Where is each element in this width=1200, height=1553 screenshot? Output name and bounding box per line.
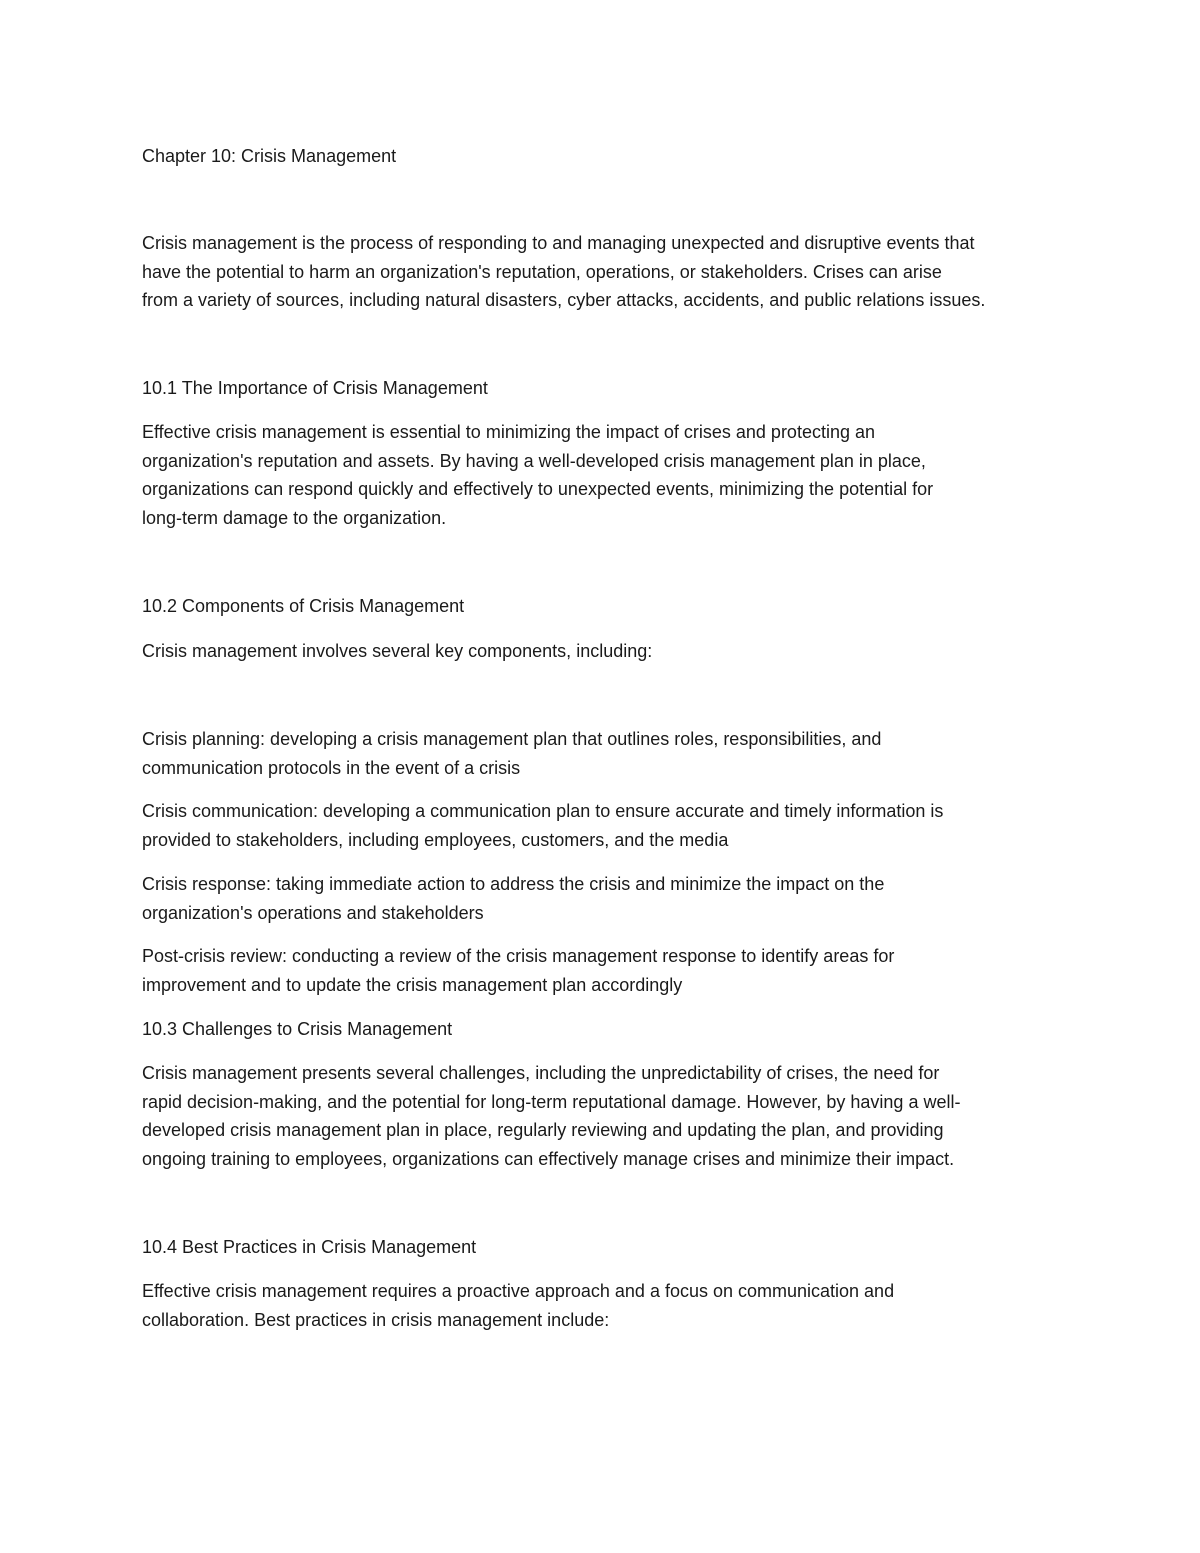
section-1-heading-text: 10.1 The Importance of Crisis Management <box>142 378 488 398</box>
section-4-paragraph <box>142 1277 1072 1334</box>
section-3-paragraph <box>142 1059 1072 1173</box>
component-item-crisis-communication <box>142 797 1072 854</box>
section-3-line: Crisis management presents several challenges, including the unpredictability of crises, the need for <box>142 1063 940 1083</box>
component-line: communication protocols in the event of a crisis <box>142 757 521 778</box>
section-4-heading-text: 10.4 Best Practices in Crisis Management <box>142 1237 477 1257</box>
intro-line: from a variety of sources, including natural disasters, cyber attacks, accidents, and public relations issues. <box>142 290 986 310</box>
component-line: provided to stakeholders, including employees, customers, and the media <box>142 829 729 850</box>
intro-paragraph <box>142 229 1072 315</box>
section-3-heading-text: 10.3 Challenges to Crisis Management <box>142 1019 453 1039</box>
section-4-line: collaboration. Best practices in crisis management include: <box>142 1309 610 1330</box>
component-line: Crisis response: taking immediate action to address the crisis and minimize the impact on the <box>142 874 885 894</box>
intro-line: have the potential to harm an organization's reputation, operations, or stakeholders. Crises can arise <box>142 261 942 282</box>
section-1-line: organization's reputation and assets. By having a well-developed crisis management plan in place, <box>142 450 926 471</box>
section-2-heading-text: 10.2 Components of Crisis Management <box>142 596 465 616</box>
component-item-crisis-planning <box>142 725 1072 782</box>
intro-line: Crisis management is the process of responding to and managing unexpected and disruptive events that <box>142 233 975 253</box>
component-line: Crisis planning: developing a crisis management plan that outlines roles, responsibilities, and <box>142 729 882 749</box>
component-line: organization's operations and stakeholders <box>142 902 484 923</box>
section-4-line: Effective crisis management requires a proactive approach and a focus on communication and <box>142 1281 895 1301</box>
section-1-paragraph <box>142 418 1072 532</box>
component-item-crisis-response <box>142 870 1072 927</box>
section-1-line: long-term damage to the organization. <box>142 507 447 528</box>
component-item-post-crisis-review <box>142 942 1072 999</box>
component-line: Post-crisis review: conducting a review of the crisis management response to identify areas for <box>142 946 895 966</box>
section-2-intro-text: Crisis management involves several key components, including: <box>142 641 653 661</box>
section-3-line: ongoing training to employees, organizations can effectively manage crises and minimize their impact. <box>142 1148 955 1169</box>
section-2-intro <box>142 637 1072 666</box>
section-1-heading <box>142 374 1072 403</box>
component-line: Crisis communication: developing a communication plan to ensure accurate and timely information is <box>142 801 944 821</box>
section-2-heading <box>142 592 1072 621</box>
component-line: improvement and to update the crisis management plan accordingly <box>142 974 683 995</box>
section-1-line: Effective crisis management is essential to minimizing the impact of crises and protecting an <box>142 422 875 442</box>
section-4-heading <box>142 1233 1072 1262</box>
chapter-title-text: Chapter 10: Crisis Management <box>142 146 397 166</box>
section-3-heading <box>142 1015 1072 1044</box>
chapter-title <box>142 142 1072 171</box>
section-3-line: developed crisis management plan in place, regularly reviewing and updating the plan, and providing <box>142 1120 944 1140</box>
section-3-line: rapid decision-making, and the potential for long-term reputational damage. However, by having a well- <box>142 1091 961 1112</box>
section-1-line: organizations can respond quickly and effectively to unexpected events, minimizing the potential for <box>142 479 934 499</box>
